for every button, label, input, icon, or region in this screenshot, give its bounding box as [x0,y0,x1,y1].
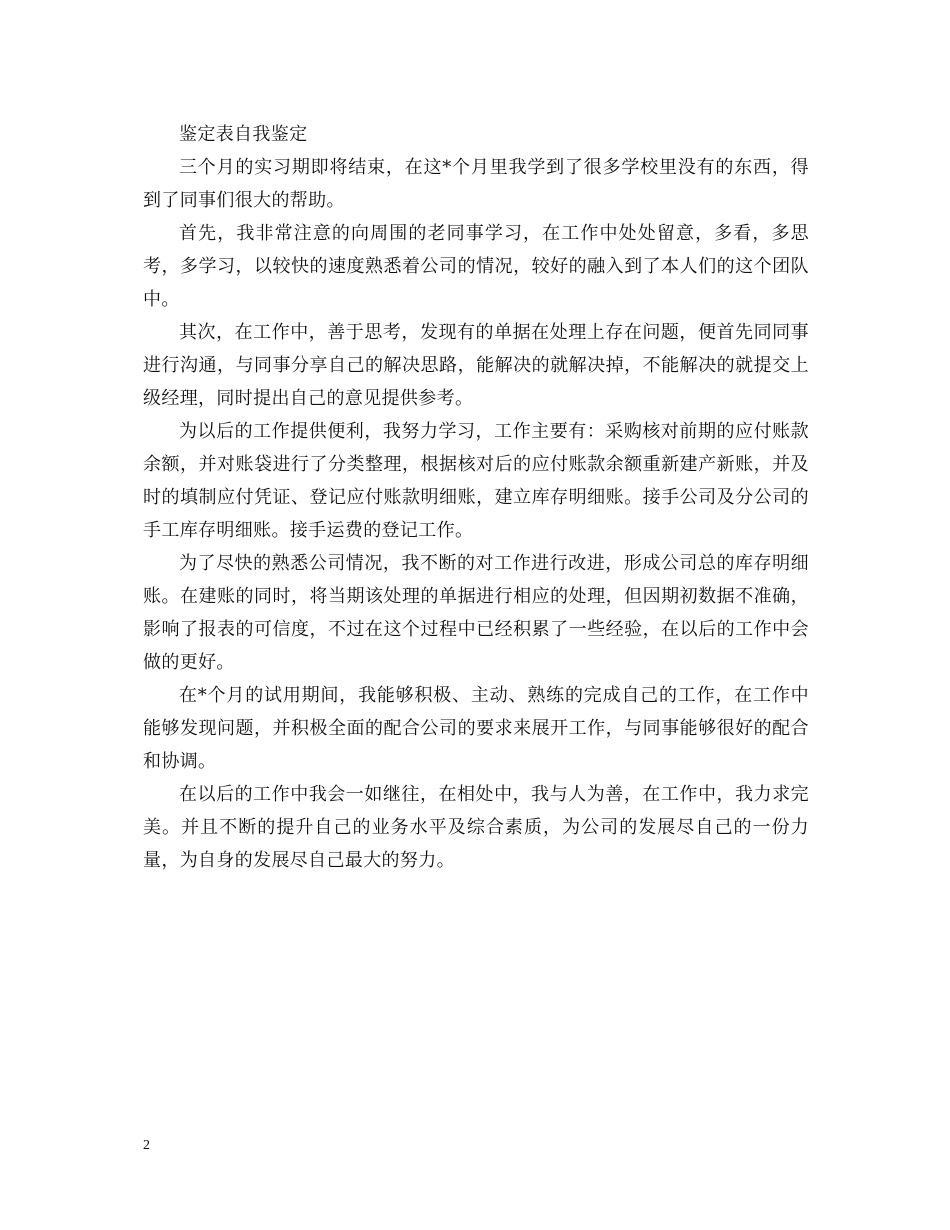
page-number: 2 [143,1138,150,1153]
document-title: 鉴定表自我鉴定 [179,124,308,145]
paragraph-4: 为以后的工作提供便利，我努力学习，工作主要有：采购核对前期的应付账款余额，并对账袋进行了分类整理，根据核对后的应付账款余额重新建产新账，并及时的填制应付凭证、登记应付账款明细账，建立库存明细账。接手公司及分公司的手工库存明细账。接手运费的登记工作。 [143,421,809,541]
paragraph-3: 其次，在工作中，善于思考，发现有的单据在处理上存在问题，便首先同同事进行沟通，与同事分享自己的解决思路，能解决的就解决掉，不能解决的就提交上级经理，同时提出自己的意见提供参考。 [143,322,809,409]
document-body [143,118,809,877]
paragraph-1: 三个月的实习期即将结束，在这*个月里我学到了很多学校里没有的东西，得到了同事们很大的帮助。 [143,157,809,211]
paragraph-5: 为了尽快的熟悉公司情况，我不断的对工作进行改进，形成公司总的库存明细账。在建账的同时，将当期该处理的单据进行相应的处理，但因期初数据不准确，影响了报表的可信度，不过在这个过程中已经积累了一些经验，在以后的工作中会做的更好。 [143,553,809,673]
paragraph-2: 首先，我非常注意的向周围的老同事学习，在工作中处处留意，多看，多思考，多学习，以较快的速度熟悉着公司的情况，较好的融入到了本人们的这个团队中。 [143,223,809,310]
paragraph-7: 在以后的工作中我会一如继往，在相处中，我与人为善，在工作中，我力求完美。并且不断的提升自己的业务水平及综合素质，为公司的发展尽自己的一份力量，为自身的发展尽自己最大的努力。 [143,784,809,871]
paragraph-6: 在*个月的试用期间，我能够积极、主动、熟练的完成自己的工作，在工作中能够发现问题，并积极全面的配合公司的要求来展开工作，与同事能够很好的配合和协调。 [143,685,809,772]
